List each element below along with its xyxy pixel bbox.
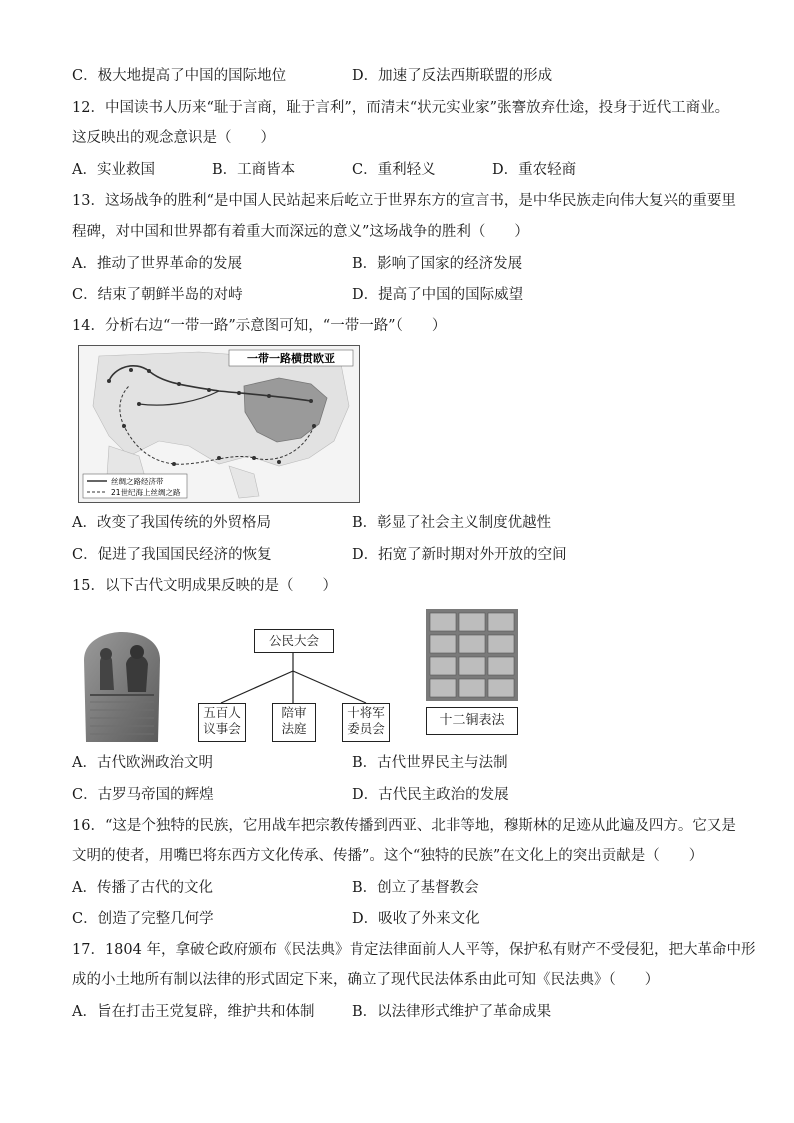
twelve-tables-figure xyxy=(426,609,518,737)
q16-option-a: A．传播了古代的文化 xyxy=(72,880,213,896)
org-box-council-500-line1: 五百人 xyxy=(203,705,241,720)
org-box-jury-court-line1: 陪审 xyxy=(281,705,307,720)
q16-option-b: B．创立了基督教会 xyxy=(352,880,479,896)
q16-stem-line1: 16．“这是个独特的民族，它用战车把宗教传播到西亚、北非等地，穆斯林的足迹从此遍及四方。它又是 xyxy=(72,818,736,834)
twelve-tables-label: 十二铜表法 xyxy=(426,707,518,735)
map-legend-belt: 丝绸之路经济带 xyxy=(111,477,164,486)
q12-option-a: A．实业救国 xyxy=(72,162,155,178)
q13-option-c: C．结束了朝鲜半岛的对峙 xyxy=(72,287,243,303)
q15-stem: 15．以下古代文明成果反映的是（ ） xyxy=(72,578,337,594)
q15-option-b: B．古代世界民主与法制 xyxy=(352,755,508,771)
q14-stem: 14．分析右边“一带一路”示意图可知，“一带一路”（ ） xyxy=(72,318,447,334)
map-title: 一带一路横贯欧亚 xyxy=(247,352,335,365)
q13-option-a: A．推动了世界革命的发展 xyxy=(72,256,242,272)
q14-option-b: B．彰显了社会主义制度优越性 xyxy=(352,515,552,531)
q12-option-c: C．重利轻义 xyxy=(352,162,436,178)
q15-option-a: A．古代欧洲政治文明 xyxy=(72,755,213,771)
twelve-tables-image xyxy=(426,609,518,701)
belt-and-road-map xyxy=(78,345,360,503)
org-box-council-500 xyxy=(198,703,246,742)
org-box-council-500-line2: 议事会 xyxy=(203,721,241,736)
q14-option-c: C．促进了我国国民经济的恢复 xyxy=(72,547,272,563)
org-box-jury-court xyxy=(272,703,316,742)
q16-option-d: D．吸收了外来文化 xyxy=(352,911,480,927)
org-box-generals-line2: 委员会 xyxy=(347,721,385,736)
q17-stem-line2: 成的小土地所有制以法律的形式固定下来，确立了现代民法体系由此可知《民法典》（ ） xyxy=(72,972,660,988)
q16-option-c: C．创造了完整几何学 xyxy=(72,911,214,927)
q17-stem-line1: 17．1804 年，拿破仑政府颁布《民法典》肯定法律面前人人平等，保护私有财产不受侵犯，把大革命中形 xyxy=(72,942,756,958)
q13-option-b: B．影响了国家的经济发展 xyxy=(352,256,523,272)
q11-option-d: D．加速了反法西斯联盟的形成 xyxy=(352,68,553,84)
q16-stem-line2: 文明的使者，用嘴巴将东西方文化传承、传播”。这个“独特的民族”在文化上的突出贡献是（ ） xyxy=(72,848,704,864)
q13-option-d: D．提高了中国的国际威望 xyxy=(352,287,524,303)
q17-option-b: B．以法律形式维护了革命成果 xyxy=(352,1004,552,1020)
stele-image xyxy=(76,630,168,742)
q14-option-a: A．改变了我国传统的外贸格局 xyxy=(72,515,271,531)
q13-stem-line2: 程碑，对中国和世界都有着重大而深远的意义”这场战争的胜利（ ） xyxy=(72,224,529,240)
q14-option-d: D．拓宽了新时期对外开放的空间 xyxy=(352,547,567,563)
q12-stem-line1: 12．中国读书人历来“耻于言商，耻于言利”，而清末“状元实业家”张謇放弃仕途，投身于近代工商业。 xyxy=(72,100,730,116)
org-box-generals-line1: 十将军 xyxy=(347,705,385,720)
q15-option-d: D．古代民主政治的发展 xyxy=(352,787,509,803)
map-legend-road: 21世纪海上丝绸之路 xyxy=(111,488,181,497)
q17-option-a: A．旨在打击王党复辟，维护共和体制 xyxy=(72,1004,315,1020)
q11-option-c: C．极大地提高了中国的国际地位 xyxy=(72,68,287,84)
org-box-jury-court-line2: 法庭 xyxy=(281,721,307,736)
map-drawing xyxy=(79,346,359,502)
org-box-generals xyxy=(342,703,390,742)
athenian-institutions-chart xyxy=(196,629,392,741)
q12-option-b: B．工商皆本 xyxy=(212,162,296,178)
q12-option-d: D．重农轻商 xyxy=(492,162,577,178)
q13-stem-line1: 13．这场战争的胜利“是中国人民站起来后屹立于世界东方的宣言书，是中华民族走向伟大复兴的重要里 xyxy=(72,193,736,209)
q12-stem-line2: 这反映出的观念意识是（ ） xyxy=(72,130,275,146)
org-box-assembly: 公民大会 xyxy=(254,629,334,653)
q15-option-c: C．古罗马帝国的辉煌 xyxy=(72,787,214,803)
